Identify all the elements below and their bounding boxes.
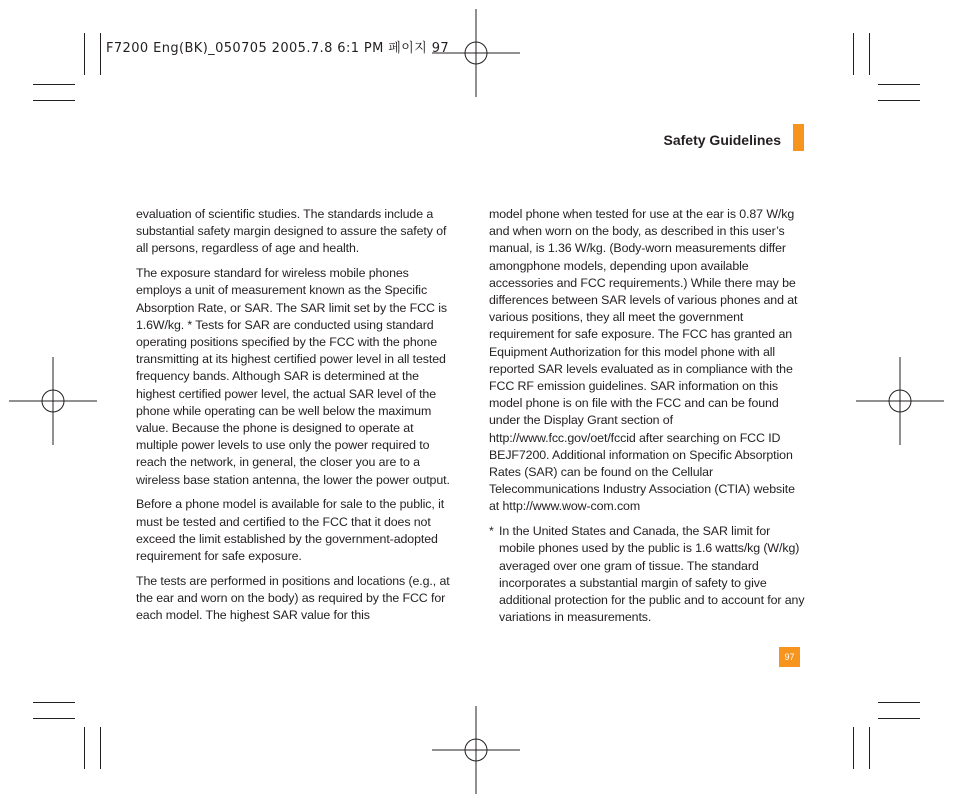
page-number: 97 (779, 647, 800, 667)
crop-mark (100, 727, 101, 769)
crop-mark (878, 718, 920, 719)
registration-mark-top (432, 9, 520, 97)
crop-mark (33, 84, 75, 85)
crop-mark (878, 100, 920, 101)
crop-mark (33, 702, 75, 703)
body-paragraph: The exposure standard for wireless mobile phones employs a unit of measurement known as the Specific Absorption Rate, or SAR. The SAR limit set by the FCC is 1.6W/kg. * Tests for SAR are conducted using standard operating positions specified by the FCC with the phone transmitting at its highest certified power level in all tested frequency bands. Although SAR is determined at the highest certified power level, the actual SAR level of the phone while operating can be well below the maximum value. Because the phone is designed to operate at multiple power levels to use only the power required to reach the network, in general, the closer you are to a wireless base station antenna, the lower the power output. (136, 266, 450, 487)
crop-mark (33, 718, 75, 719)
body-paragraph: evaluation of scientific studies. The standards include a substantial safety margin designed to assure the safety of all persons, regardless of age and health. (136, 207, 447, 256)
print-slug: F7200 Eng(BK)_050705 2005.7.8 6:1 PM 페이지 97 (106, 41, 450, 56)
footnote-text: In the United States and Canada, the SAR limit for mobile phones used by the public is 1.6 watts/kg (W/kg) averaged over one gram of tissue. The standard incorporates a substantial margin of safety to give additional protection for the public and to account for any variations in measurements. (499, 524, 805, 625)
crop-mark (869, 33, 870, 75)
footnote-mark: * (489, 524, 494, 539)
crop-mark (869, 727, 870, 769)
registration-mark-left (9, 357, 97, 445)
right-column (489, 206, 805, 626)
crop-mark (853, 727, 854, 769)
crop-mark (878, 84, 920, 85)
crop-mark (84, 727, 85, 769)
crop-mark (100, 33, 101, 75)
crop-mark (878, 702, 920, 703)
crop-mark (33, 100, 75, 101)
registration-mark-right (856, 357, 944, 445)
crop-mark (853, 33, 854, 75)
registration-mark-bottom (432, 706, 520, 794)
body-paragraph: model phone when tested for use at the ear is 0.87 W/kg and when worn on the body, as described in this user’s manual, is 1.36 W/kg. (Body-worn measurements differ amongphone models, depending upon available accessories and FCC requirements.) While there may be differences between SAR levels of various phones and at various positions, they all meet the government requirement for safe exposure. The FCC has granted an Equipment Authorization for this model phone with all reported SAR levels evaluated as in compliance with the FCC RF emission guidelines. SAR information on this model phone is on file with the FCC and can be found under the Display Grant section of http://www.fcc.gov/oet/fccid after searching on FCC ID BEJF7200. Additional information on Specific Absorption Rates (SAR) can be found on the Cellular Telecommunications Industry Association (CTIA) website at http://www.wow-com.com (489, 207, 798, 514)
body-paragraph: Before a phone model is available for sale to the public, it must be tested and certified to the FCC that it does not exceed the limit established by the government-adopted requirement for safe exposure. (136, 497, 445, 564)
section-tab-marker (793, 124, 804, 151)
footnote (489, 523, 805, 626)
body-paragraph: The tests are performed in positions and locations (e.g., at the ear and worn on the body) as required by the FCC for each model. The highest SAR value for this (136, 573, 450, 623)
left-column (136, 206, 450, 632)
crop-mark (84, 33, 85, 75)
section-title: Safety Guidelines (663, 132, 781, 148)
